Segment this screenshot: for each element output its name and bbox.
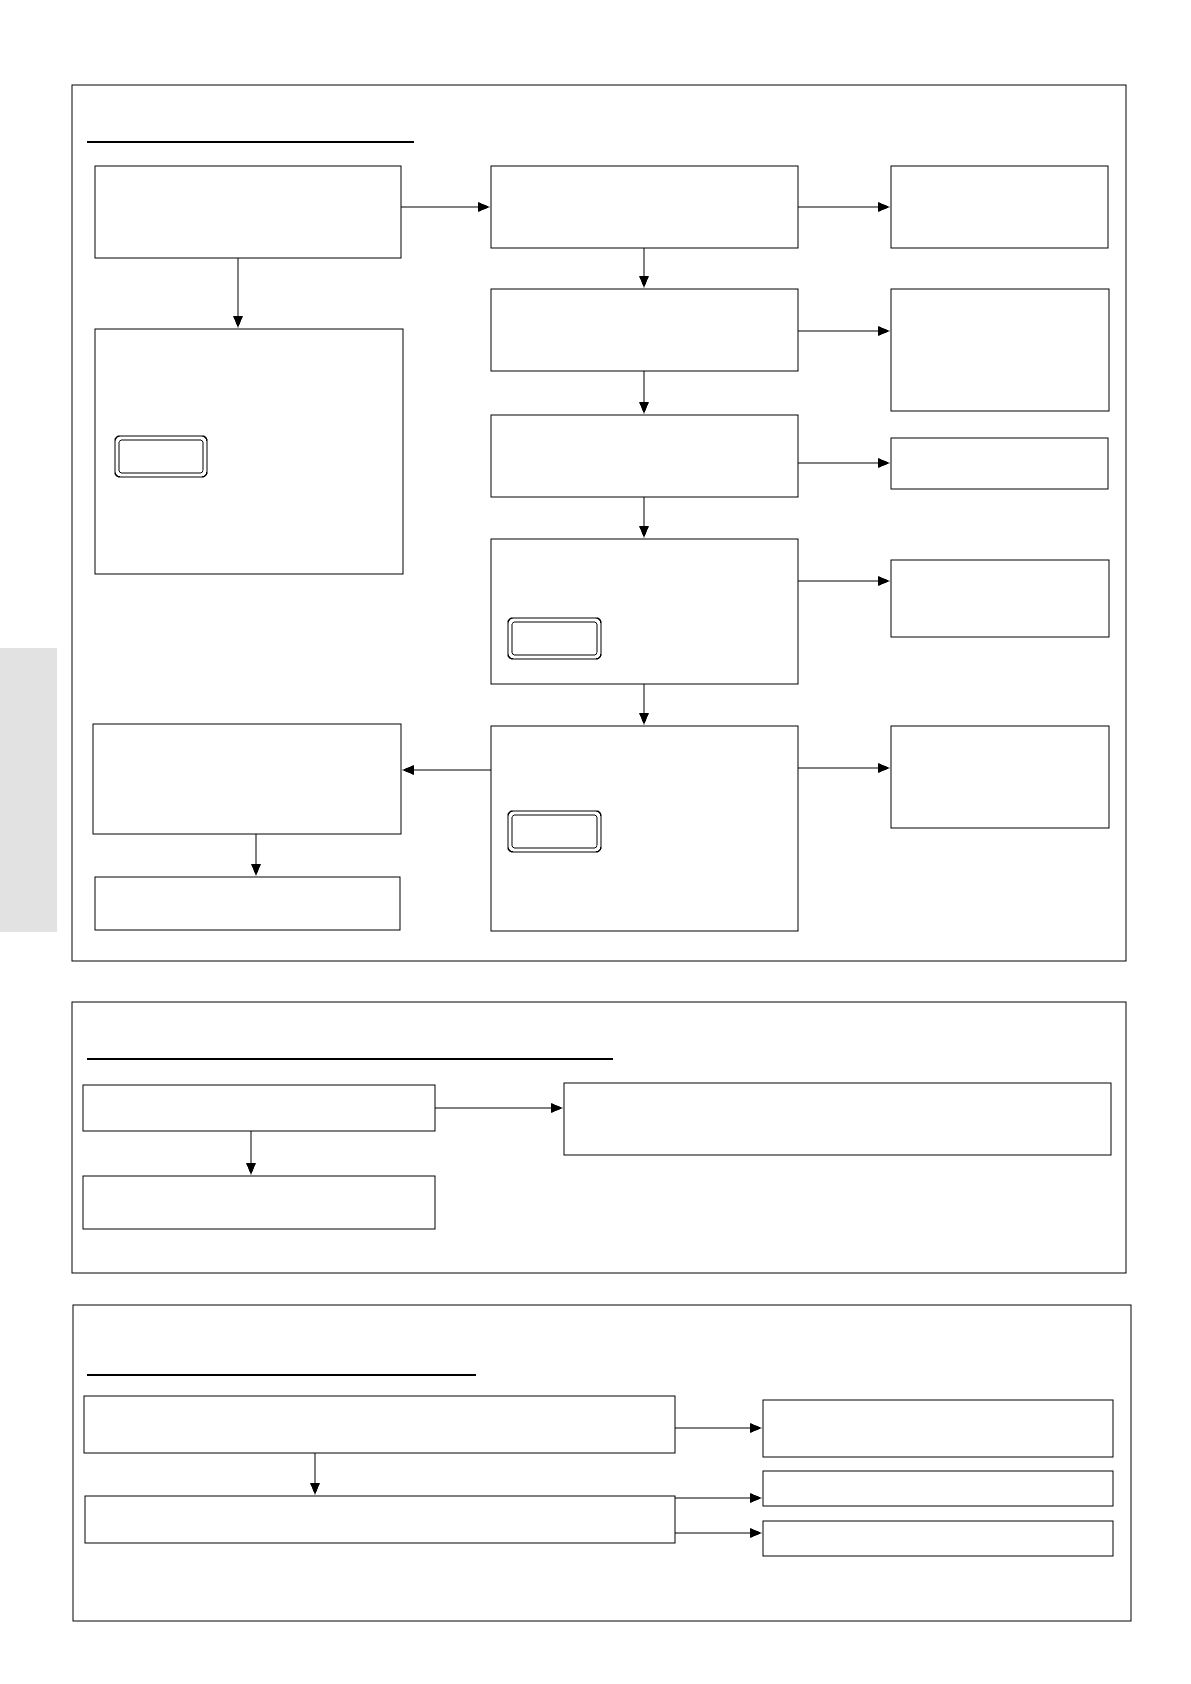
flow-box-p3-result-3 — [763, 1521, 1113, 1556]
flow-box-step-3 — [491, 415, 798, 497]
flow-box-left-end — [95, 877, 400, 930]
panel-3 — [73, 1305, 1131, 1621]
flow-box-step-2 — [491, 289, 798, 371]
flow-box-p2-2 — [83, 1176, 435, 1229]
flow-box-p3-result-2 — [763, 1471, 1113, 1506]
flow-box-result-4 — [891, 560, 1109, 637]
flow-box-result-1 — [891, 166, 1108, 248]
key-button-icon — [115, 436, 207, 477]
flow-box-p3-1 — [84, 1396, 675, 1453]
flow-box-result-3 — [891, 438, 1108, 489]
key-button-icon — [508, 811, 601, 852]
flow-box-step-4 — [491, 539, 798, 684]
flow-box-p3-2 — [85, 1496, 675, 1543]
key-button-icon — [508, 618, 601, 659]
panel-2 — [72, 1002, 1126, 1273]
flow-box-left-lower — [93, 724, 401, 834]
flow-box-start — [95, 166, 401, 258]
panel-1 — [72, 85, 1126, 961]
flow-box-result-5 — [891, 726, 1109, 828]
flow-box-p2-1 — [83, 1085, 435, 1131]
panel-3-frame — [73, 1305, 1131, 1621]
flow-box-p2-result — [564, 1083, 1111, 1155]
flow-box-p3-result-1 — [763, 1400, 1113, 1457]
flow-box-step-1 — [491, 166, 798, 248]
flow-box-result-2 — [891, 289, 1109, 411]
